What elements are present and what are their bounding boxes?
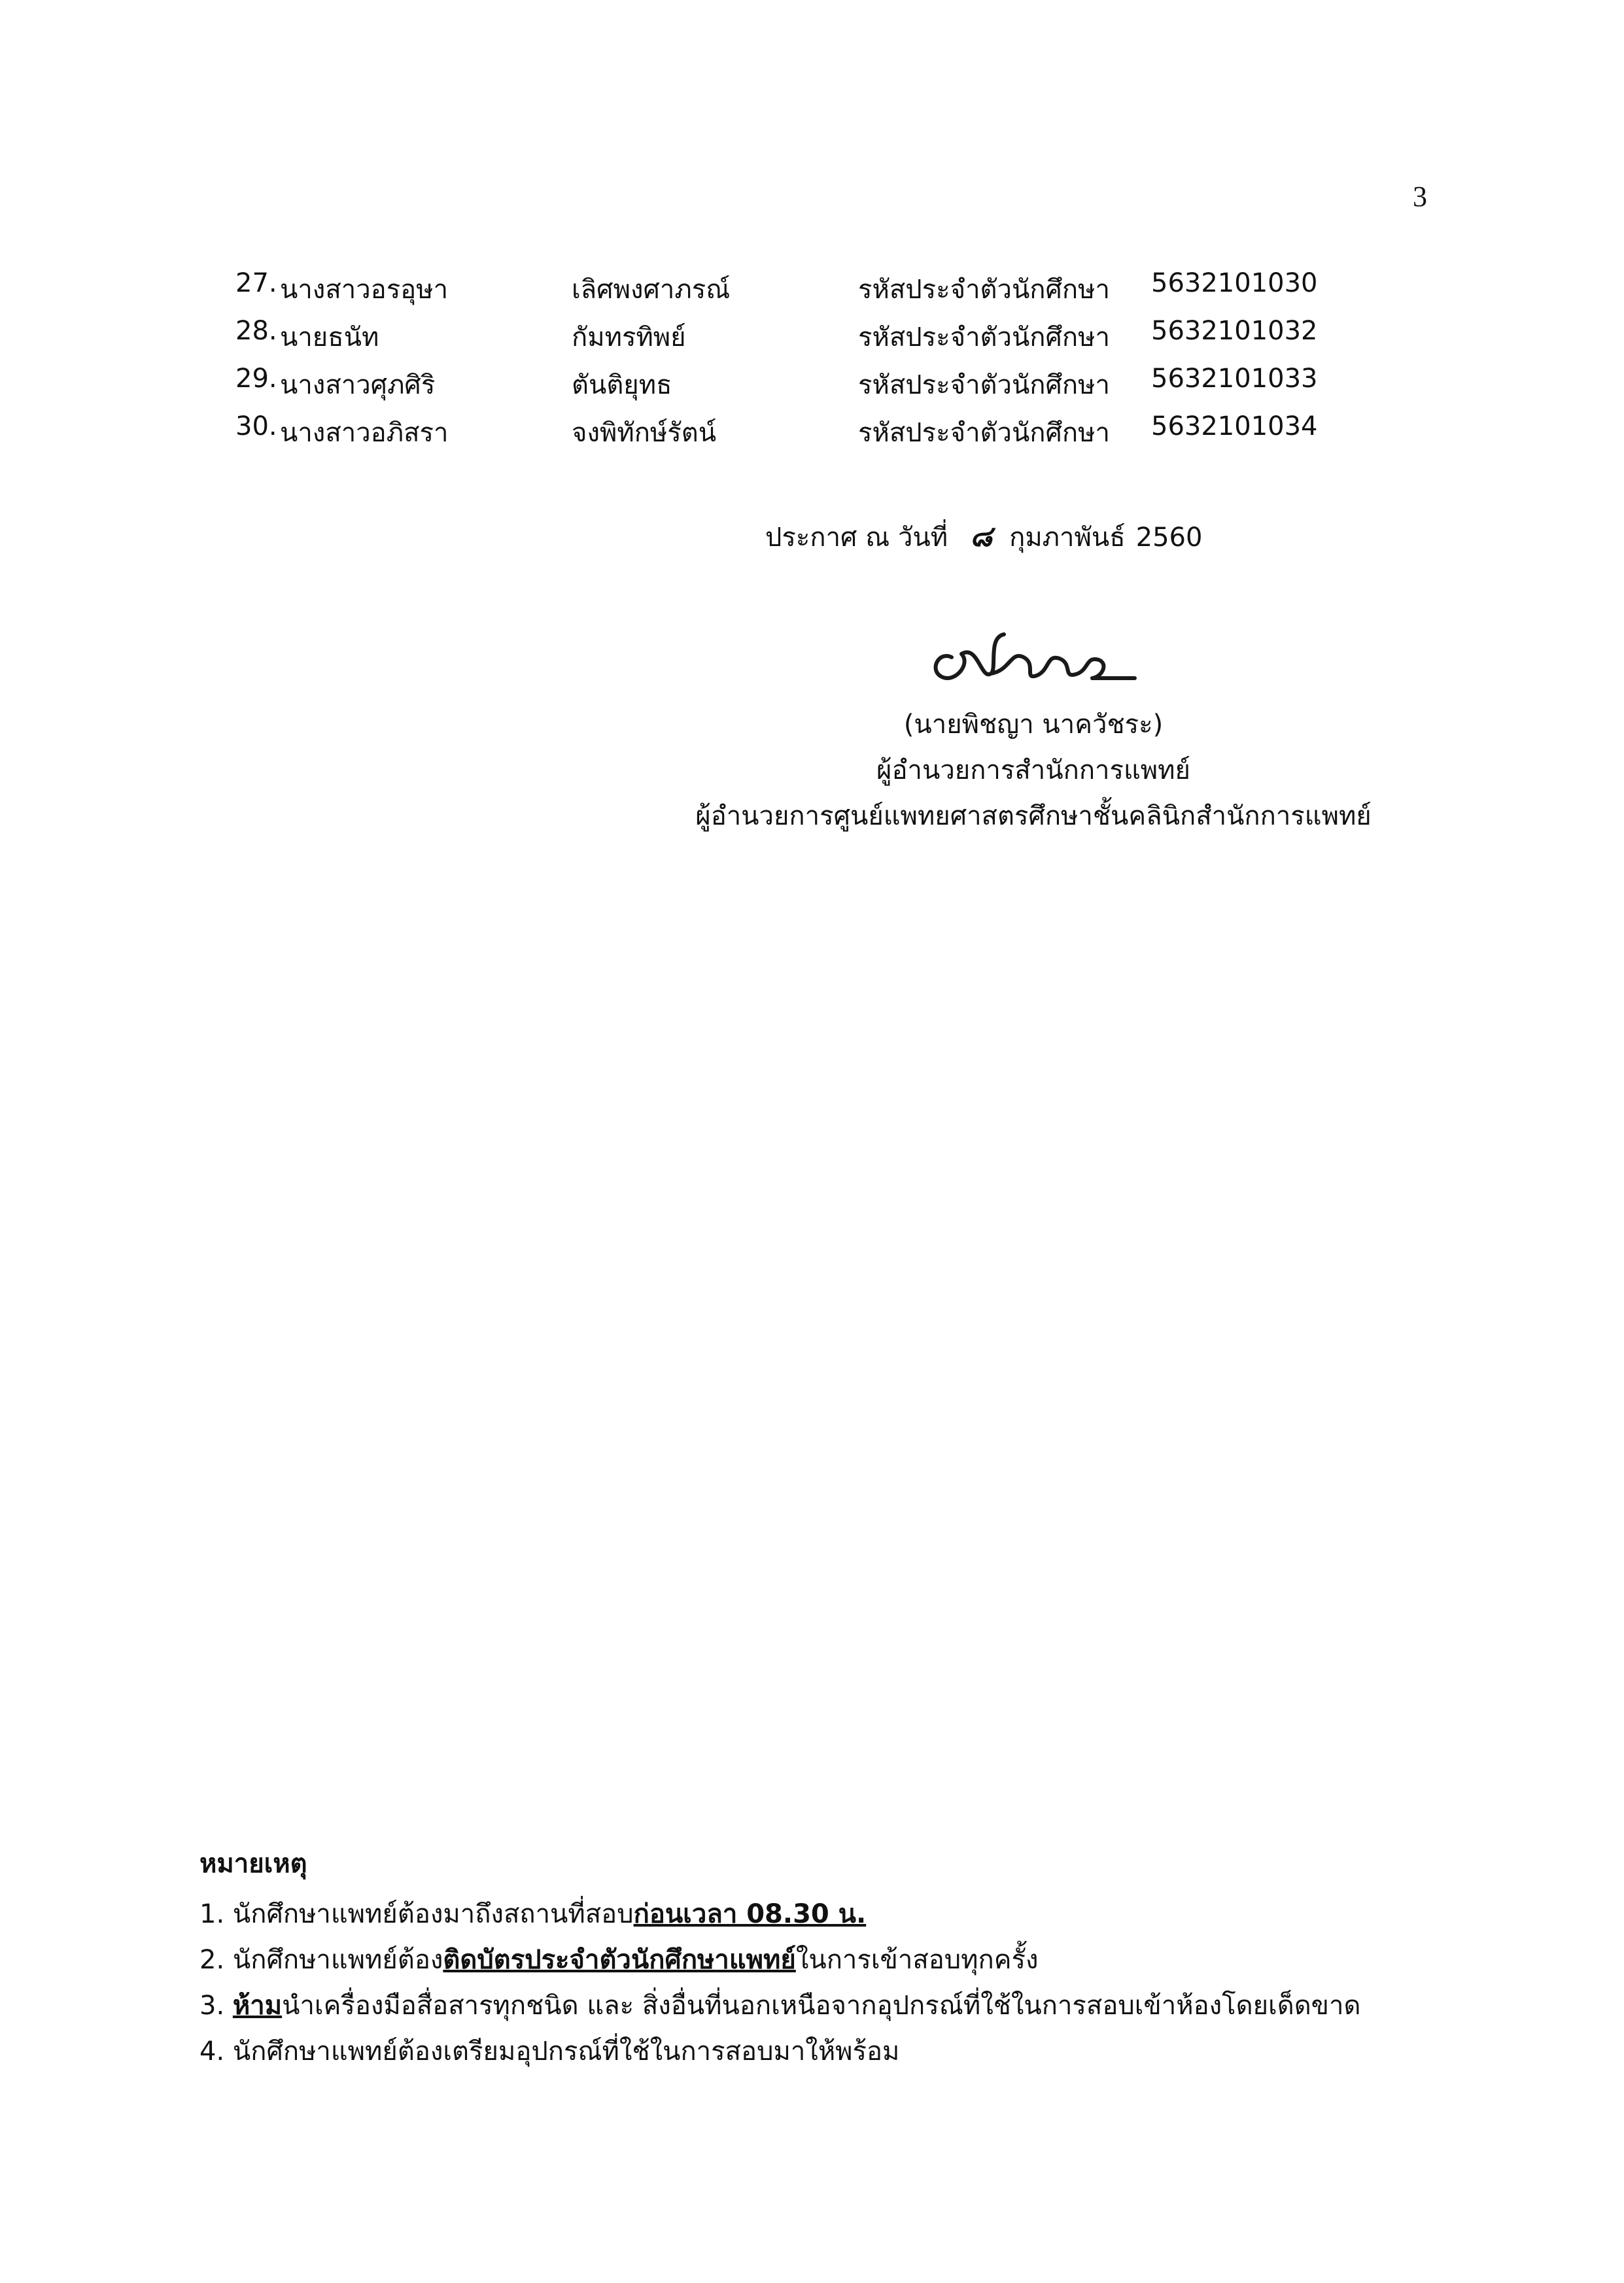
signer-name: (นายพิชญา นาควัชระ) — [903, 710, 1164, 740]
student-row — [235, 316, 1347, 364]
note-number: 2. — [199, 1945, 225, 1975]
signer-title-2: ผู้อำนวยการศูนย์แพทยศาสตรศึกษาชั้นคลินิกสำนักการแพทย์ — [695, 801, 1372, 831]
student-id: 5632101030 — [1151, 268, 1318, 298]
announcement-prefix: ประกาศ ณ วันที่ — [765, 523, 948, 553]
student-first-name: นายธนัท — [280, 322, 379, 352]
note-text: นักศึกษาแพทย์ต้องมาถึงสถานที่สอบ — [232, 1899, 634, 1929]
student-id: 5632101032 — [1151, 316, 1318, 346]
note-emphasis: ก่อนเวลา 08.30 น. — [633, 1899, 867, 1929]
student-number: 30. — [235, 411, 277, 441]
student-number: 28. — [235, 316, 277, 346]
handwritten-signature — [925, 618, 1141, 696]
note-item — [199, 2029, 1442, 2074]
note-item — [199, 1937, 1442, 1983]
notes-heading: หมายเหตุ — [199, 1849, 307, 1879]
signer-title-1: ผู้อำนวยการสำนักการแพทย์ — [876, 755, 1190, 785]
note-text-tail: นำเครื่องมือสื่อสารทุกชนิด และ สิ่งอื่นที่นอกเหนือจากอุปกรณ์ที่ใช้ในการสอบเข้าห้องโดยเด็ดขาด — [282, 1991, 1361, 2021]
student-number: 27. — [235, 268, 277, 298]
student-last-name: กัมทรทิพย์ — [572, 322, 686, 352]
student-last-name: เลิศพงศาภรณ์ — [572, 275, 731, 305]
student-list — [235, 268, 1347, 459]
announcement-year: 2560 — [1135, 523, 1203, 553]
student-row — [235, 411, 1347, 459]
note-number: 1. — [199, 1899, 225, 1929]
student-first-name: นางสาวอภิสรา — [280, 418, 449, 448]
note-text: นักศึกษาแพทย์ต้อง — [232, 1945, 443, 1975]
student-last-name: จงพิทักษ์รัตน์ — [572, 418, 717, 448]
note-text: นักศึกษาแพทย์ต้องเตรียมอุปกรณ์ที่ใช้ในการสอบมาให้พร้อม — [232, 2036, 900, 2067]
announcement-day: ๘ — [970, 520, 993, 553]
student-id-label: รหัสประจำตัวนักศึกษา — [858, 275, 1110, 305]
student-row — [235, 364, 1347, 411]
student-id: 5632101033 — [1151, 364, 1318, 394]
student-id: 5632101034 — [1151, 411, 1318, 441]
student-first-name: นางสาวอรอุษา — [280, 275, 449, 305]
page-number: 3 — [1413, 180, 1427, 213]
notes-section — [199, 1844, 1442, 2074]
student-id-label: รหัสประจำตัวนักศึกษา — [858, 370, 1110, 400]
student-last-name: ตันติยุทธ — [572, 370, 672, 400]
announcement-date — [765, 513, 1202, 559]
announcement-month: กุมภาพันธ์ — [1009, 523, 1126, 553]
student-row — [235, 268, 1347, 316]
signature-block — [641, 618, 1426, 839]
note-emphasis: ติดบัตรประจำตัวนักศึกษาแพทย์ — [443, 1945, 796, 1975]
note-item — [199, 1891, 1442, 1937]
note-text-tail: ในการเข้าสอบทุกครั้ง — [795, 1945, 1039, 1975]
note-number: 3. — [199, 1991, 225, 2021]
note-emphasis: ห้าม — [232, 1991, 283, 2021]
student-id-label: รหัสประจำตัวนักศึกษา — [858, 418, 1110, 448]
student-number: 29. — [235, 364, 277, 394]
note-item — [199, 1983, 1442, 2029]
student-id-label: รหัสประจำตัวนักศึกษา — [858, 322, 1110, 352]
note-number: 4. — [199, 2036, 225, 2067]
student-first-name: นางสาวศุภศิริ — [280, 370, 436, 400]
